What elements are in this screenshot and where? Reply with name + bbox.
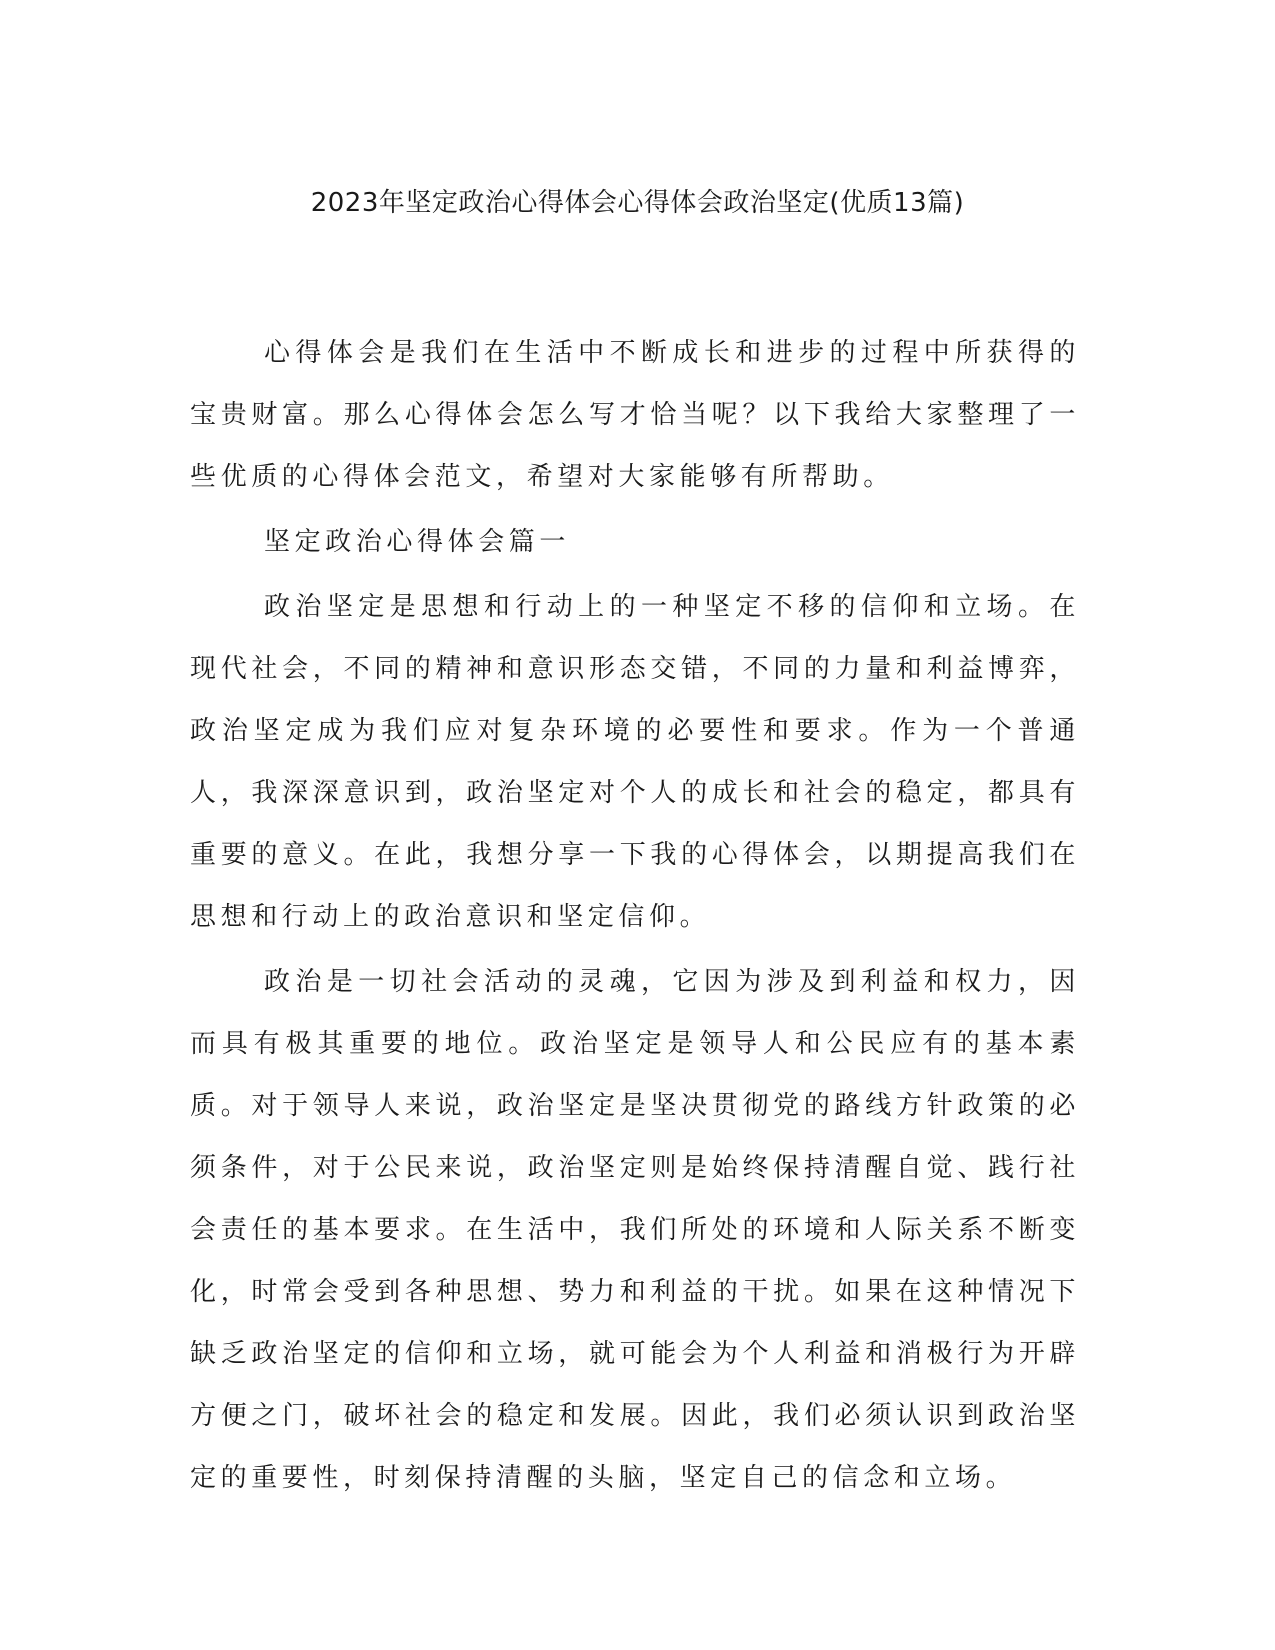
body-paragraph: 政治是一切社会活动的灵魂，它因为涉及到利益和权力，因而具有极其重要的地位。政治坚定是领导人和公民应有的基本素质。对于领导人来说，政治坚定是坚决贯彻党的路线方针政策的必须条件，对于公民来说，政治坚定则是始终保持清醒自觉、践行社会责任的基本要求。在生活中，我们所处的环境和人际关系不断变化，时常会受到各种思想、势力和利益的干扰。如果在这种情况下缺乏政治坚定的信仰和立场，就可能会为个人利益和消极行为开辟方便之门，破坏社会的稳定和发展。因此，我们必须认识到政治坚定的重要性，时刻保持清醒的头脑，坚定自己的信念和立场。 bbox=[190, 967, 1080, 1493]
document-body bbox=[190, 322, 1080, 1512]
intro-paragraph: 心得体会是我们在生活中不断成长和进步的过程中所获得的宝贵财富。那么心得体会怎么写才恰当呢？以下我给大家整理了一些优质的心得体会范文，希望对大家能够有所帮助。 bbox=[190, 338, 1080, 492]
section-heading: 坚定政治心得体会篇一 bbox=[264, 527, 571, 557]
document-title: 2023年坚定政治心得体会心得体会政治坚定(优质13篇) bbox=[310, 188, 965, 218]
body-paragraph: 政治坚定是思想和行动上的一种坚定不移的信仰和立场。在现代社会，不同的精神和意识形态交错，不同的力量和利益博弈，政治坚定成为我们应对复杂环境的必要性和要求。作为一个普通人，我深深意识到，政治坚定对个人的成长和社会的稳定，都具有重要的意义。在此，我想分享一下我的心得体会，以期提高我们在思想和行动上的政治意识和坚定信仰。 bbox=[190, 592, 1080, 932]
